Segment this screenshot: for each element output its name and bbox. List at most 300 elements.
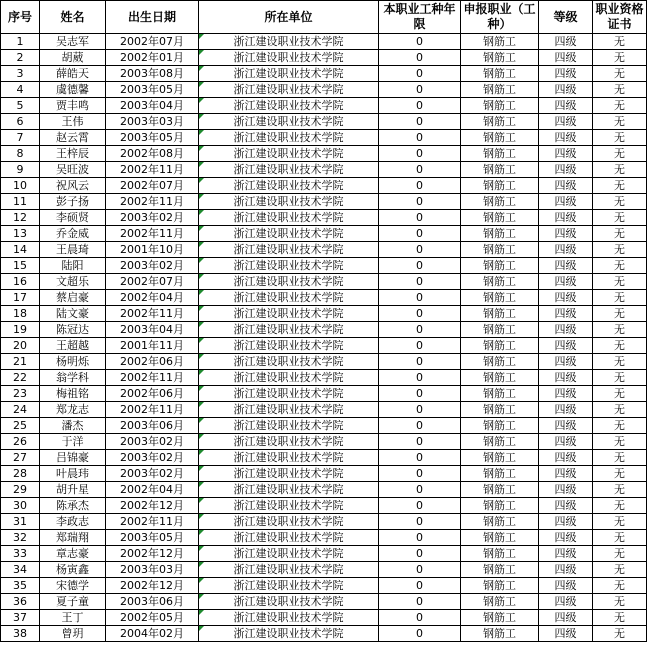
cell-birth: 2002年11月 <box>106 402 199 418</box>
cell-unit: 浙江建设职业技术学院 <box>199 82 379 98</box>
cell-unit: 浙江建设职业技术学院 <box>199 194 379 210</box>
cell-years: 0 <box>379 338 461 354</box>
cell-name: 宋德学 <box>40 578 106 594</box>
table-row <box>1 290 647 306</box>
cell-seq: 25 <box>1 418 40 434</box>
cell-level: 四级 <box>539 146 593 162</box>
cell-years: 0 <box>379 594 461 610</box>
cell-birth: 2003年04月 <box>106 98 199 114</box>
cell-birth: 2002年11月 <box>106 194 199 210</box>
cell-level: 四级 <box>539 386 593 402</box>
table-row <box>1 450 647 466</box>
cell-years: 0 <box>379 306 461 322</box>
cell-unit: 浙江建设职业技术学院 <box>199 482 379 498</box>
cell-cert: 无 <box>593 130 647 146</box>
cell-name: 陆文豪 <box>40 306 106 322</box>
table-row <box>1 626 647 642</box>
table-row <box>1 514 647 530</box>
cell-cert: 无 <box>593 322 647 338</box>
cell-declare: 钢筋工 <box>461 386 539 402</box>
cell-cert: 无 <box>593 306 647 322</box>
table-row <box>1 386 647 402</box>
cell-level: 四级 <box>539 274 593 290</box>
cell-unit: 浙江建设职业技术学院 <box>199 210 379 226</box>
table-row <box>1 114 647 130</box>
cell-unit: 浙江建设职业技术学院 <box>199 162 379 178</box>
cell-level: 四级 <box>539 594 593 610</box>
cell-level: 四级 <box>539 546 593 562</box>
cell-name: 王梓辰 <box>40 146 106 162</box>
cell-seq: 15 <box>1 258 40 274</box>
cell-declare: 钢筋工 <box>461 242 539 258</box>
cell-cert: 无 <box>593 386 647 402</box>
table-row <box>1 306 647 322</box>
cell-birth: 2001年11月 <box>106 338 199 354</box>
cell-years: 0 <box>379 626 461 642</box>
cell-years: 0 <box>379 434 461 450</box>
cell-cert: 无 <box>593 50 647 66</box>
table-row <box>1 594 647 610</box>
cell-cert: 无 <box>593 354 647 370</box>
cell-declare: 钢筋工 <box>461 226 539 242</box>
cell-seq: 2 <box>1 50 40 66</box>
table-row <box>1 338 647 354</box>
cell-name: 乔金威 <box>40 226 106 242</box>
cell-cert: 无 <box>593 610 647 626</box>
cell-unit: 浙江建设职业技术学院 <box>199 258 379 274</box>
cell-unit: 浙江建设职业技术学院 <box>199 530 379 546</box>
cell-declare: 钢筋工 <box>461 290 539 306</box>
cell-seq: 6 <box>1 114 40 130</box>
cell-years: 0 <box>379 514 461 530</box>
header-years: 本职业工种年限 <box>379 1 461 34</box>
table-row <box>1 82 647 98</box>
cell-birth: 2003年05月 <box>106 82 199 98</box>
cell-seq: 5 <box>1 98 40 114</box>
cell-birth: 2003年03月 <box>106 114 199 130</box>
cell-name: 彭子扬 <box>40 194 106 210</box>
cell-seq: 22 <box>1 370 40 386</box>
table-row <box>1 530 647 546</box>
cell-seq: 37 <box>1 610 40 626</box>
table-row <box>1 210 647 226</box>
cell-cert: 无 <box>593 82 647 98</box>
table-row <box>1 498 647 514</box>
cell-name: 文超乐 <box>40 274 106 290</box>
cell-level: 四级 <box>539 290 593 306</box>
cell-birth: 2002年07月 <box>106 274 199 290</box>
cell-unit: 浙江建设职业技术学院 <box>199 354 379 370</box>
cell-years: 0 <box>379 114 461 130</box>
cell-seq: 27 <box>1 450 40 466</box>
cell-name: 赵云霄 <box>40 130 106 146</box>
cell-name: 祝风云 <box>40 178 106 194</box>
table-row <box>1 578 647 594</box>
cell-name: 陈冠达 <box>40 322 106 338</box>
cell-name: 陆阳 <box>40 258 106 274</box>
table-row <box>1 562 647 578</box>
cell-declare: 钢筋工 <box>461 498 539 514</box>
cell-birth: 2002年12月 <box>106 498 199 514</box>
cell-years: 0 <box>379 146 461 162</box>
cell-years: 0 <box>379 98 461 114</box>
cell-birth: 2002年04月 <box>106 290 199 306</box>
cell-declare: 钢筋工 <box>461 530 539 546</box>
table-row <box>1 130 647 146</box>
cell-years: 0 <box>379 562 461 578</box>
cell-cert: 无 <box>593 258 647 274</box>
header-row <box>1 1 647 34</box>
cell-birth: 2002年04月 <box>106 482 199 498</box>
cell-name: 王晨琦 <box>40 242 106 258</box>
cell-birth: 2002年08月 <box>106 146 199 162</box>
cell-cert: 无 <box>593 402 647 418</box>
cell-birth: 2002年07月 <box>106 178 199 194</box>
cell-years: 0 <box>379 178 461 194</box>
cell-seq: 14 <box>1 242 40 258</box>
cell-name: 王伟 <box>40 114 106 130</box>
cell-unit: 浙江建设职业技术学院 <box>199 594 379 610</box>
cell-level: 四级 <box>539 370 593 386</box>
header-declare: 申报职业（工种） <box>461 1 539 34</box>
cell-years: 0 <box>379 290 461 306</box>
table-row <box>1 162 647 178</box>
cell-declare: 钢筋工 <box>461 34 539 50</box>
table-row <box>1 354 647 370</box>
cell-cert: 无 <box>593 498 647 514</box>
table-row <box>1 194 647 210</box>
cell-birth: 2002年11月 <box>106 514 199 530</box>
cell-cert: 无 <box>593 146 647 162</box>
cell-unit: 浙江建设职业技术学院 <box>199 226 379 242</box>
cell-birth: 2003年06月 <box>106 418 199 434</box>
cell-birth: 2003年08月 <box>106 66 199 82</box>
cell-unit: 浙江建设职业技术学院 <box>199 290 379 306</box>
cell-level: 四级 <box>539 626 593 642</box>
cell-name: 吕锦豪 <box>40 450 106 466</box>
cell-declare: 钢筋工 <box>461 146 539 162</box>
cell-birth: 2001年10月 <box>106 242 199 258</box>
cell-name: 蔡启豪 <box>40 290 106 306</box>
cell-years: 0 <box>379 162 461 178</box>
cell-declare: 钢筋工 <box>461 482 539 498</box>
cell-seq: 30 <box>1 498 40 514</box>
cell-declare: 钢筋工 <box>461 546 539 562</box>
cell-years: 0 <box>379 546 461 562</box>
table-row <box>1 418 647 434</box>
cell-level: 四级 <box>539 210 593 226</box>
cell-unit: 浙江建设职业技术学院 <box>199 34 379 50</box>
cell-declare: 钢筋工 <box>461 66 539 82</box>
cell-declare: 钢筋工 <box>461 82 539 98</box>
cell-level: 四级 <box>539 82 593 98</box>
cell-declare: 钢筋工 <box>461 626 539 642</box>
cell-years: 0 <box>379 418 461 434</box>
cell-birth: 2002年06月 <box>106 386 199 402</box>
cell-birth: 2002年12月 <box>106 546 199 562</box>
cell-birth: 2002年11月 <box>106 306 199 322</box>
cell-declare: 钢筋工 <box>461 450 539 466</box>
cell-seq: 23 <box>1 386 40 402</box>
cell-years: 0 <box>379 386 461 402</box>
cell-name: 郑龙志 <box>40 402 106 418</box>
cell-cert: 无 <box>593 178 647 194</box>
cell-seq: 1 <box>1 34 40 50</box>
cell-declare: 钢筋工 <box>461 354 539 370</box>
cell-level: 四级 <box>539 130 593 146</box>
table-row <box>1 610 647 626</box>
cell-name: 翁学科 <box>40 370 106 386</box>
cell-level: 四级 <box>539 114 593 130</box>
cell-cert: 无 <box>593 338 647 354</box>
cell-name: 薛皓天 <box>40 66 106 82</box>
cell-declare: 钢筋工 <box>461 594 539 610</box>
cell-seq: 9 <box>1 162 40 178</box>
cell-level: 四级 <box>539 338 593 354</box>
cell-declare: 钢筋工 <box>461 274 539 290</box>
table-row <box>1 226 647 242</box>
cell-declare: 钢筋工 <box>461 610 539 626</box>
cell-unit: 浙江建设职业技术学院 <box>199 450 379 466</box>
cell-birth: 2003年02月 <box>106 434 199 450</box>
cell-cert: 无 <box>593 66 647 82</box>
cell-declare: 钢筋工 <box>461 114 539 130</box>
cell-seq: 17 <box>1 290 40 306</box>
cell-level: 四级 <box>539 162 593 178</box>
cell-seq: 20 <box>1 338 40 354</box>
cell-cert: 无 <box>593 594 647 610</box>
cell-seq: 28 <box>1 466 40 482</box>
cell-unit: 浙江建设职业技术学院 <box>199 386 379 402</box>
cell-cert: 无 <box>593 514 647 530</box>
cell-cert: 无 <box>593 194 647 210</box>
cell-unit: 浙江建设职业技术学院 <box>199 514 379 530</box>
table-row <box>1 178 647 194</box>
cell-declare: 钢筋工 <box>461 258 539 274</box>
cell-seq: 29 <box>1 482 40 498</box>
cell-level: 四级 <box>539 354 593 370</box>
cell-unit: 浙江建设职业技术学院 <box>199 402 379 418</box>
cell-name: 杨明烁 <box>40 354 106 370</box>
cell-declare: 钢筋工 <box>461 434 539 450</box>
cell-declare: 钢筋工 <box>461 338 539 354</box>
table-row <box>1 546 647 562</box>
cell-cert: 无 <box>593 274 647 290</box>
table-row <box>1 322 647 338</box>
cell-birth: 2003年05月 <box>106 130 199 146</box>
cell-declare: 钢筋工 <box>461 466 539 482</box>
cell-birth: 2003年06月 <box>106 594 199 610</box>
cell-declare: 钢筋工 <box>461 578 539 594</box>
cell-years: 0 <box>379 82 461 98</box>
cell-years: 0 <box>379 226 461 242</box>
table-row <box>1 402 647 418</box>
cell-cert: 无 <box>593 530 647 546</box>
cell-name: 王丁 <box>40 610 106 626</box>
cell-years: 0 <box>379 466 461 482</box>
cell-level: 四级 <box>539 450 593 466</box>
cell-cert: 无 <box>593 562 647 578</box>
cell-name: 胡葳 <box>40 50 106 66</box>
cell-cert: 无 <box>593 290 647 306</box>
table-row <box>1 50 647 66</box>
header-birth: 出生日期 <box>106 1 199 34</box>
cell-unit: 浙江建设职业技术学院 <box>199 66 379 82</box>
cell-birth: 2002年07月 <box>106 34 199 50</box>
cell-cert: 无 <box>593 482 647 498</box>
cell-name: 潘杰 <box>40 418 106 434</box>
cell-level: 四级 <box>539 402 593 418</box>
cell-seq: 31 <box>1 514 40 530</box>
cell-birth: 2003年02月 <box>106 210 199 226</box>
cell-birth: 2002年12月 <box>106 578 199 594</box>
cell-declare: 钢筋工 <box>461 562 539 578</box>
cell-declare: 钢筋工 <box>461 322 539 338</box>
cell-name: 夏子童 <box>40 594 106 610</box>
cell-cert: 无 <box>593 578 647 594</box>
table-row <box>1 66 647 82</box>
header-seq: 序号 <box>1 1 40 34</box>
cell-years: 0 <box>379 610 461 626</box>
cell-name: 叶晨玮 <box>40 466 106 482</box>
cell-birth: 2002年01月 <box>106 50 199 66</box>
cell-level: 四级 <box>539 466 593 482</box>
cell-years: 0 <box>379 258 461 274</box>
cell-years: 0 <box>379 450 461 466</box>
cell-years: 0 <box>379 242 461 258</box>
cell-name: 吴志军 <box>40 34 106 50</box>
cell-cert: 无 <box>593 242 647 258</box>
cell-unit: 浙江建设职业技术学院 <box>199 370 379 386</box>
cell-unit: 浙江建设职业技术学院 <box>199 498 379 514</box>
cell-declare: 钢筋工 <box>461 418 539 434</box>
cell-birth: 2003年02月 <box>106 466 199 482</box>
cell-cert: 无 <box>593 466 647 482</box>
cell-seq: 34 <box>1 562 40 578</box>
cell-seq: 12 <box>1 210 40 226</box>
cell-unit: 浙江建设职业技术学院 <box>199 306 379 322</box>
cell-unit: 浙江建设职业技术学院 <box>199 322 379 338</box>
cell-seq: 21 <box>1 354 40 370</box>
table-row <box>1 370 647 386</box>
cell-years: 0 <box>379 130 461 146</box>
cell-level: 四级 <box>539 226 593 242</box>
cell-years: 0 <box>379 530 461 546</box>
cell-name: 李硕贤 <box>40 210 106 226</box>
cell-declare: 钢筋工 <box>461 370 539 386</box>
cell-level: 四级 <box>539 322 593 338</box>
cell-years: 0 <box>379 498 461 514</box>
cell-years: 0 <box>379 194 461 210</box>
cell-declare: 钢筋工 <box>461 98 539 114</box>
cell-declare: 钢筋工 <box>461 306 539 322</box>
cell-birth: 2002年11月 <box>106 226 199 242</box>
cell-cert: 无 <box>593 434 647 450</box>
cell-birth: 2002年11月 <box>106 370 199 386</box>
cell-years: 0 <box>379 210 461 226</box>
cell-seq: 4 <box>1 82 40 98</box>
cell-seq: 3 <box>1 66 40 82</box>
cell-years: 0 <box>379 322 461 338</box>
cell-level: 四级 <box>539 578 593 594</box>
table-row <box>1 274 647 290</box>
cell-declare: 钢筋工 <box>461 178 539 194</box>
cell-unit: 浙江建设职业技术学院 <box>199 130 379 146</box>
cell-years: 0 <box>379 578 461 594</box>
cell-name: 郑瑞翔 <box>40 530 106 546</box>
cell-level: 四级 <box>539 98 593 114</box>
cell-birth: 2002年06月 <box>106 354 199 370</box>
cell-declare: 钢筋工 <box>461 402 539 418</box>
table-row <box>1 146 647 162</box>
table-row <box>1 98 647 114</box>
cell-years: 0 <box>379 34 461 50</box>
cell-level: 四级 <box>539 66 593 82</box>
cell-seq: 24 <box>1 402 40 418</box>
cell-unit: 浙江建设职业技术学院 <box>199 610 379 626</box>
cell-seq: 35 <box>1 578 40 594</box>
cell-cert: 无 <box>593 98 647 114</box>
cell-level: 四级 <box>539 610 593 626</box>
cell-declare: 钢筋工 <box>461 162 539 178</box>
cell-birth: 2003年02月 <box>106 450 199 466</box>
cell-years: 0 <box>379 402 461 418</box>
cell-birth: 2003年04月 <box>106 322 199 338</box>
cell-cert: 无 <box>593 34 647 50</box>
cell-cert: 无 <box>593 226 647 242</box>
cell-declare: 钢筋工 <box>461 130 539 146</box>
cell-name: 吴旺波 <box>40 162 106 178</box>
cell-seq: 8 <box>1 146 40 162</box>
cell-name: 王超越 <box>40 338 106 354</box>
cell-unit: 浙江建设职业技术学院 <box>199 434 379 450</box>
cell-declare: 钢筋工 <box>461 514 539 530</box>
cell-seq: 19 <box>1 322 40 338</box>
cell-seq: 16 <box>1 274 40 290</box>
cell-seq: 18 <box>1 306 40 322</box>
cell-name: 胡升星 <box>40 482 106 498</box>
cell-cert: 无 <box>593 546 647 562</box>
cell-level: 四级 <box>539 34 593 50</box>
table-row <box>1 34 647 50</box>
cell-years: 0 <box>379 482 461 498</box>
cell-name: 虞德馨 <box>40 82 106 98</box>
cell-birth: 2002年11月 <box>106 162 199 178</box>
cell-level: 四级 <box>539 434 593 450</box>
cell-cert: 无 <box>593 114 647 130</box>
cell-unit: 浙江建设职业技术学院 <box>199 98 379 114</box>
table-row <box>1 242 647 258</box>
cell-unit: 浙江建设职业技术学院 <box>199 178 379 194</box>
header-level: 等级 <box>539 1 593 34</box>
cell-unit: 浙江建设职业技术学院 <box>199 114 379 130</box>
cell-cert: 无 <box>593 626 647 642</box>
cell-cert: 无 <box>593 418 647 434</box>
cell-seq: 11 <box>1 194 40 210</box>
cell-seq: 7 <box>1 130 40 146</box>
cell-unit: 浙江建设职业技术学院 <box>199 338 379 354</box>
cell-unit: 浙江建设职业技术学院 <box>199 626 379 642</box>
header-cert: 职业资格证书 <box>593 1 647 34</box>
cell-level: 四级 <box>539 258 593 274</box>
cell-level: 四级 <box>539 530 593 546</box>
header-unit: 所在单位 <box>199 1 379 34</box>
cell-unit: 浙江建设职业技术学院 <box>199 418 379 434</box>
cell-seq: 26 <box>1 434 40 450</box>
cell-level: 四级 <box>539 194 593 210</box>
cell-seq: 10 <box>1 178 40 194</box>
cell-unit: 浙江建设职业技术学院 <box>199 578 379 594</box>
